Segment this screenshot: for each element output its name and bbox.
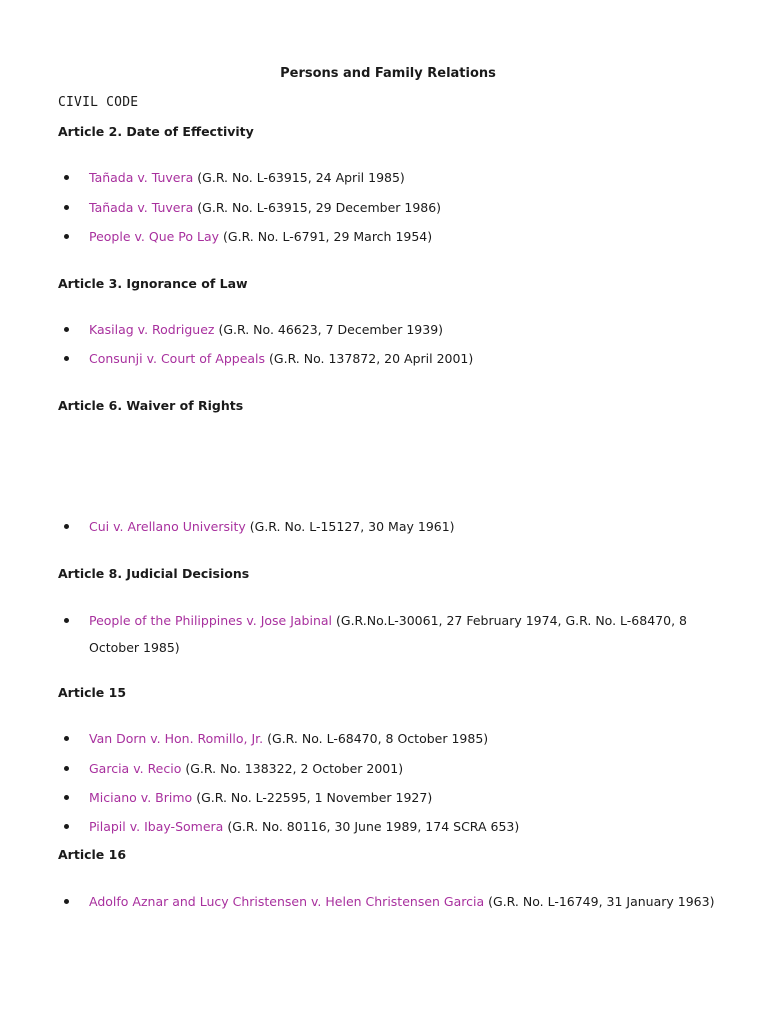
case-list-item bbox=[58, 607, 698, 661]
case-citation: (G.R. No. 80116, 30 June 1989, 174 SCRA 653) bbox=[227, 819, 520, 834]
case-link[interactable]: People v. Que Po Lay bbox=[89, 229, 220, 244]
case-citation: (G.R. No. L-16749, 31 January 1963) bbox=[488, 894, 715, 909]
case-citation: (G.R.No.L-30061, 27 February 1974, G.R. No. L-68470, 8 October 1985) bbox=[89, 613, 687, 655]
case-link[interactable]: Pilapil v. Ibay-Somera bbox=[89, 819, 224, 834]
case-link[interactable]: Tañada v. Tuvera bbox=[89, 170, 194, 185]
article-heading: Article 2. Date of Effectivity bbox=[58, 124, 254, 139]
case-citation: (G.R. No. L-63915, 24 April 1985) bbox=[197, 170, 405, 185]
bullet-icon bbox=[64, 618, 69, 623]
case-link[interactable]: Miciano v. Brimo bbox=[89, 790, 193, 805]
bullet-icon bbox=[64, 736, 69, 741]
case-list-item bbox=[58, 316, 718, 343]
case-citation: (G.R. No. 46623, 7 December 1939) bbox=[218, 322, 444, 337]
bullet-icon bbox=[64, 356, 69, 361]
article-heading: Article 3. Ignorance of Law bbox=[58, 276, 248, 291]
case-citation: (G.R. No. L-15127, 30 May 1961) bbox=[249, 519, 455, 534]
document-title: Persons and Family Relations bbox=[280, 66, 496, 81]
case-list-item bbox=[58, 784, 718, 811]
case-citation: (G.R. No. L-68470, 8 October 1985) bbox=[267, 731, 489, 746]
case-citation: (G.R. No. L-6791, 29 March 1954) bbox=[223, 229, 433, 244]
case-link[interactable]: Consunji v. Court of Appeals bbox=[89, 351, 266, 366]
case-link[interactable]: Garcia v. Recio bbox=[89, 761, 182, 776]
case-list-item bbox=[58, 345, 718, 372]
case-list-item bbox=[58, 223, 718, 250]
case-link[interactable]: Kasilag v. Rodriguez bbox=[89, 322, 215, 337]
bullet-icon bbox=[64, 524, 69, 529]
code-heading: CIVIL CODE bbox=[58, 95, 139, 110]
article-heading: Article 8. Judicial Decisions bbox=[58, 566, 250, 581]
bullet-icon bbox=[64, 205, 69, 210]
article-heading: Article 16 bbox=[58, 847, 127, 862]
case-list-item bbox=[58, 755, 718, 782]
case-citation: (G.R. No. L-63915, 29 December 1986) bbox=[197, 200, 442, 215]
case-link[interactable]: Cui v. Arellano University bbox=[89, 519, 246, 534]
bullet-icon bbox=[64, 234, 69, 239]
bullet-icon bbox=[64, 175, 69, 180]
bullet-icon bbox=[64, 824, 69, 829]
bullet-icon bbox=[64, 327, 69, 332]
case-list-item bbox=[58, 164, 718, 191]
case-citation: (G.R. No. L-22595, 1 November 1927) bbox=[196, 790, 433, 805]
case-link[interactable]: People of the Philippines v. Jose Jabinal bbox=[89, 613, 333, 628]
case-citation: (G.R. No. 138322, 2 October 2001) bbox=[185, 761, 404, 776]
case-list-item bbox=[58, 725, 718, 752]
bullet-icon bbox=[64, 899, 69, 904]
case-list-item bbox=[58, 888, 718, 915]
case-list-item bbox=[58, 513, 718, 540]
case-link[interactable]: Van Dorn v. Hon. Romillo, Jr. bbox=[89, 731, 264, 746]
case-link[interactable]: Adolfo Aznar and Lucy Christensen v. Helen Christensen Garcia bbox=[89, 894, 485, 909]
case-list-item bbox=[58, 813, 718, 840]
article-heading: Article 6. Waiver of Rights bbox=[58, 398, 244, 413]
bullet-icon bbox=[64, 766, 69, 771]
case-link[interactable]: Tañada v. Tuvera bbox=[89, 200, 194, 215]
article-heading: Article 15 bbox=[58, 685, 127, 700]
case-list-item bbox=[58, 194, 718, 221]
bullet-icon bbox=[64, 795, 69, 800]
case-citation: (G.R. No. 137872, 20 April 2001) bbox=[269, 351, 474, 366]
